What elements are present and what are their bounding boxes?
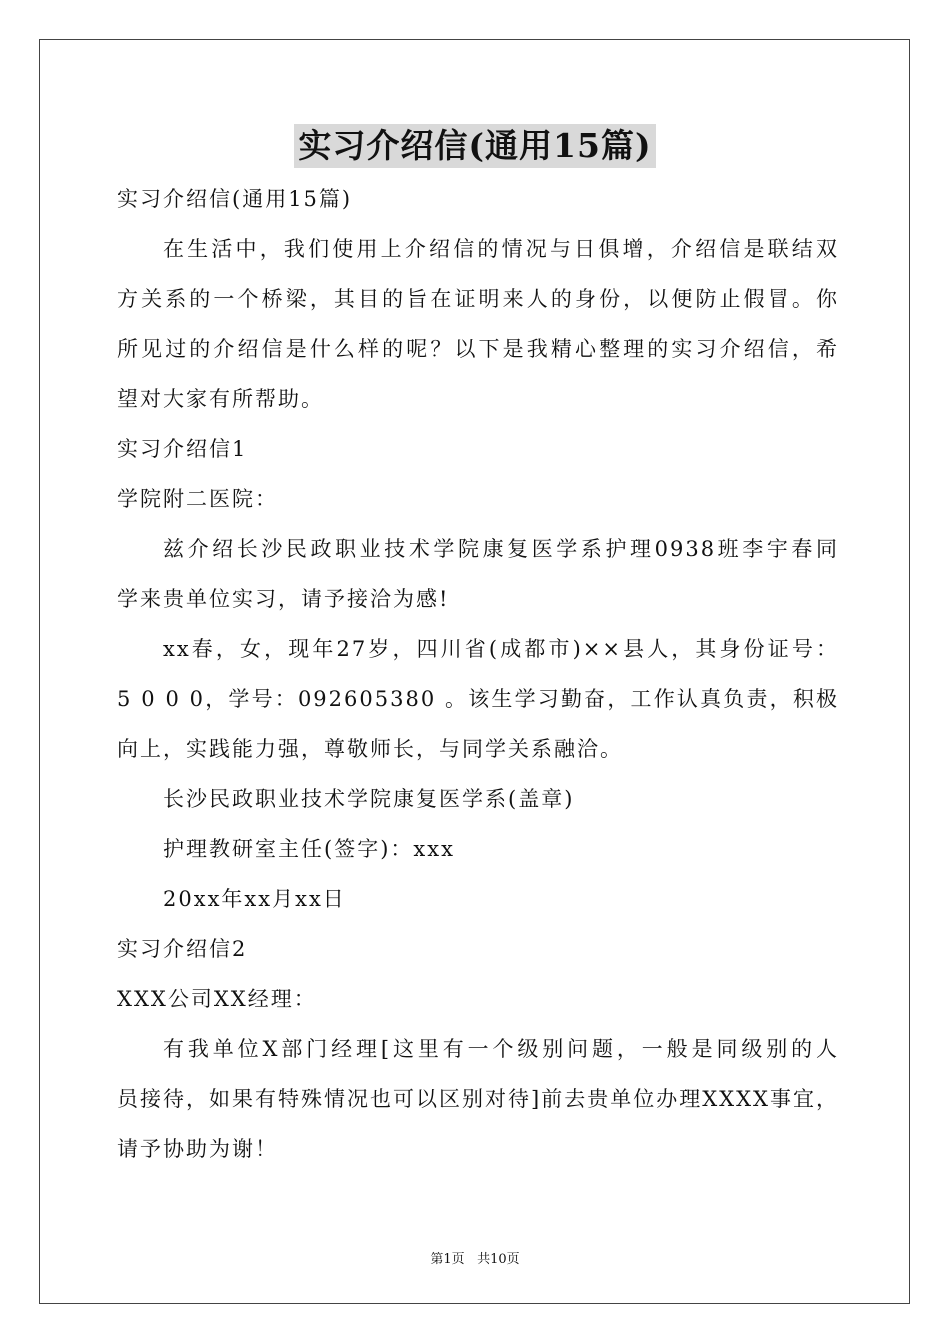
document-title: 实习介绍信(通用15篇) xyxy=(294,124,655,168)
text-line: 护理教研室主任(签字)：xxx xyxy=(163,837,455,861)
text-line: 实习介绍信(通用15篇) xyxy=(117,187,353,211)
text-line: 望对大家有所帮助。 xyxy=(117,387,324,411)
text-line: 学来贵单位实习，请予接洽为感! xyxy=(117,587,450,611)
text-line: 向上，实践能力强，尊敬师长，与同学关系融洽。 xyxy=(117,737,623,761)
document-body xyxy=(117,177,839,1177)
text-line: 5 0 0 0，学号：092605380 。该生学习勤奋，工作认真负责，积极 xyxy=(117,687,839,711)
text-line: 学院附二医院： xyxy=(117,487,278,511)
page-total: 共10页 xyxy=(477,1252,520,1267)
text-line: 员接待，如果有特殊情况也可以区别对待]前去贵单位办理XXXX事宜， xyxy=(117,1087,839,1111)
text-line: 兹介绍长沙民政职业技术学院康复医学系护理0938班李宇春同 xyxy=(163,537,839,561)
page-footer xyxy=(0,1248,950,1267)
title-area xyxy=(0,124,950,168)
text-line: 所见过的介绍信是什么样的呢？以下是我精心整理的实习介绍信，希 xyxy=(117,337,839,361)
text-line: XXX公司XX经理： xyxy=(117,987,317,1011)
text-line: 20xx年xx月xx日 xyxy=(163,887,346,911)
text-line: xx春，女，现年27岁，四川省(成都市)××县人，其身份证号： xyxy=(163,637,839,661)
text-line: 请予协助为谢！ xyxy=(117,1137,278,1161)
text-line: 长沙民政职业技术学院康复医学系(盖章) xyxy=(163,787,575,811)
text-line: 在生活中，我们使用上介绍信的情况与日俱增，介绍信是联结双 xyxy=(163,237,839,261)
text-line: 方关系的一个桥梁，其目的旨在证明来人的身份，以便防止假冒。你 xyxy=(117,287,839,311)
text-line: 有我单位X部门经理[这里有一个级别问题，一般是同级别的人 xyxy=(163,1037,839,1061)
page-number: 第1页 xyxy=(430,1252,465,1267)
text-line: 实习介绍信2 xyxy=(117,937,248,961)
text-line: 实习介绍信1 xyxy=(117,437,248,461)
